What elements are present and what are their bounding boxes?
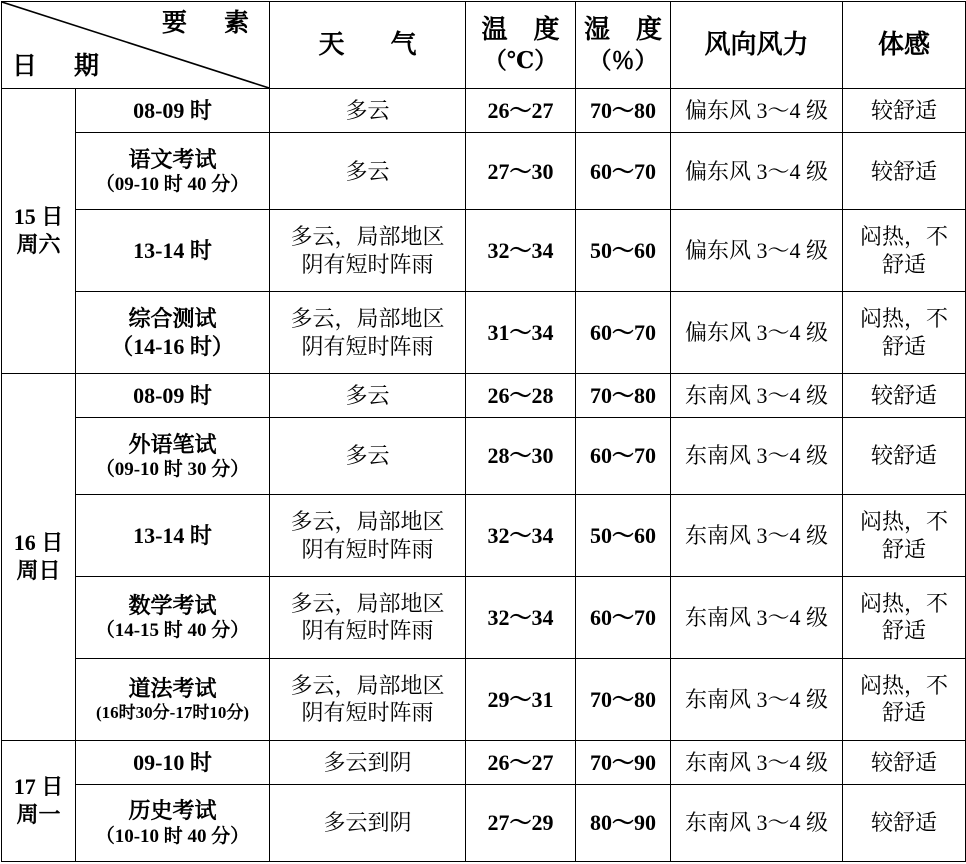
feel-cell: 闷热，不 舒适 xyxy=(843,292,966,374)
table-row xyxy=(2,292,966,374)
weather-cell: 多云 xyxy=(270,418,466,495)
temperature-cell: 32～34 xyxy=(466,210,576,292)
table-row xyxy=(2,418,966,495)
date-cell: 15 日 周六 xyxy=(2,89,76,374)
wind-cell: 偏东风 3～4 级 xyxy=(671,133,843,210)
time-cell: 外语笔试 （09-10 时 30 分） xyxy=(76,418,270,495)
feel-cell: 较舒适 xyxy=(843,785,966,862)
weather-cell: 多云到阴 xyxy=(270,740,466,784)
humidity-cell: 60～70 xyxy=(576,292,671,374)
temperature-cell: 28～30 xyxy=(466,418,576,495)
time-cell: 语文考试 （09-10 时 40 分） xyxy=(76,133,270,210)
time-cell: 08-09 时 xyxy=(76,89,270,133)
table-row xyxy=(2,577,966,659)
feel-cell: 较舒适 xyxy=(843,133,966,210)
feel-cell: 闷热，不 舒适 xyxy=(843,577,966,659)
time-cell: 13-14 时 xyxy=(76,495,270,577)
humidity-cell: 60～70 xyxy=(576,577,671,659)
temperature-cell: 27～29 xyxy=(466,785,576,862)
table-header-row xyxy=(2,2,966,89)
wind-cell: 东南风 3～4 级 xyxy=(671,418,843,495)
table-row xyxy=(2,210,966,292)
weather-cell: 多云，局部地区 阴有短时阵雨 xyxy=(270,495,466,577)
wind-cell: 东南风 3～4 级 xyxy=(671,373,843,417)
table-row xyxy=(2,785,966,862)
humidity-cell: 80～90 xyxy=(576,785,671,862)
wind-cell: 东南风 3～4 级 xyxy=(671,577,843,659)
table-row xyxy=(2,89,966,133)
time-cell: 综合测试 （14-16 时） xyxy=(76,292,270,374)
weather-cell: 多云，局部地区 阴有短时阵雨 xyxy=(270,210,466,292)
time-cell: 道法考试 (16时30分-17时10分) xyxy=(76,658,270,740)
time-cell: 08-09 时 xyxy=(76,373,270,417)
header-wind: 风向风力 xyxy=(671,2,843,89)
wind-cell: 偏东风 3～4 级 xyxy=(671,292,843,374)
time-cell: 09-10 时 xyxy=(76,740,270,784)
feel-cell: 闷热，不 舒适 xyxy=(843,495,966,577)
wind-cell: 东南风 3～4 级 xyxy=(671,785,843,862)
weather-cell: 多云到阴 xyxy=(270,785,466,862)
table-row xyxy=(2,740,966,784)
wind-cell: 偏东风 3～4 级 xyxy=(671,89,843,133)
temperature-cell: 26～27 xyxy=(466,740,576,784)
humidity-cell: 50～60 xyxy=(576,495,671,577)
feel-cell: 闷热，不 舒适 xyxy=(843,658,966,740)
wind-cell: 东南风 3～4 级 xyxy=(671,658,843,740)
temperature-cell: 32～34 xyxy=(466,577,576,659)
temperature-cell: 26～27 xyxy=(466,89,576,133)
feel-cell: 较舒适 xyxy=(843,373,966,417)
feel-cell: 较舒适 xyxy=(843,740,966,784)
wind-cell: 东南风 3～4 级 xyxy=(671,495,843,577)
humidity-cell: 70～90 xyxy=(576,740,671,784)
date-cell: 16 日 周日 xyxy=(2,373,76,740)
header-element-label: 要 素 xyxy=(161,10,255,37)
humidity-cell: 60～70 xyxy=(576,418,671,495)
wind-cell: 东南风 3～4 级 xyxy=(671,740,843,784)
feel-cell: 闷热，不 舒适 xyxy=(843,210,966,292)
weather-cell: 多云，局部地区 阴有短时阵雨 xyxy=(270,658,466,740)
table-row xyxy=(2,658,966,740)
feel-cell: 较舒适 xyxy=(843,418,966,495)
table-row xyxy=(2,133,966,210)
weather-forecast-table xyxy=(1,1,966,862)
feel-cell: 较舒适 xyxy=(843,89,966,133)
header-corner-cell xyxy=(2,2,270,89)
weather-cell: 多云 xyxy=(270,89,466,133)
wind-cell: 偏东风 3～4 级 xyxy=(671,210,843,292)
table-row xyxy=(2,495,966,577)
temperature-cell: 27～30 xyxy=(466,133,576,210)
header-weather: 天 气 xyxy=(270,2,466,89)
humidity-cell: 70～80 xyxy=(576,658,671,740)
weather-cell: 多云 xyxy=(270,373,466,417)
temperature-cell: 29～31 xyxy=(466,658,576,740)
weather-cell: 多云，局部地区 阴有短时阵雨 xyxy=(270,292,466,374)
header-feel: 体感 xyxy=(843,2,966,89)
header-temperature: 温 度 （℃） xyxy=(466,2,576,89)
humidity-cell: 50～60 xyxy=(576,210,671,292)
humidity-cell: 70～80 xyxy=(576,373,671,417)
temperature-cell: 32～34 xyxy=(466,495,576,577)
date-cell: 17 日 周一 xyxy=(2,740,76,861)
time-cell: 历史考试 （10-10 时 40 分） xyxy=(76,785,270,862)
weather-cell: 多云 xyxy=(270,133,466,210)
temperature-cell: 26～28 xyxy=(466,373,576,417)
humidity-cell: 60～70 xyxy=(576,133,671,210)
table-row xyxy=(2,373,966,417)
weather-cell: 多云，局部地区 阴有短时阵雨 xyxy=(270,577,466,659)
temperature-cell: 31～34 xyxy=(466,292,576,374)
humidity-cell: 70～80 xyxy=(576,89,671,133)
header-date-label: 日 期 xyxy=(12,52,106,80)
time-cell: 数学考试 （14-15 时 40 分） xyxy=(76,577,270,659)
header-humidity: 湿 度 （％） xyxy=(576,2,671,89)
time-cell: 13-14 时 xyxy=(76,210,270,292)
